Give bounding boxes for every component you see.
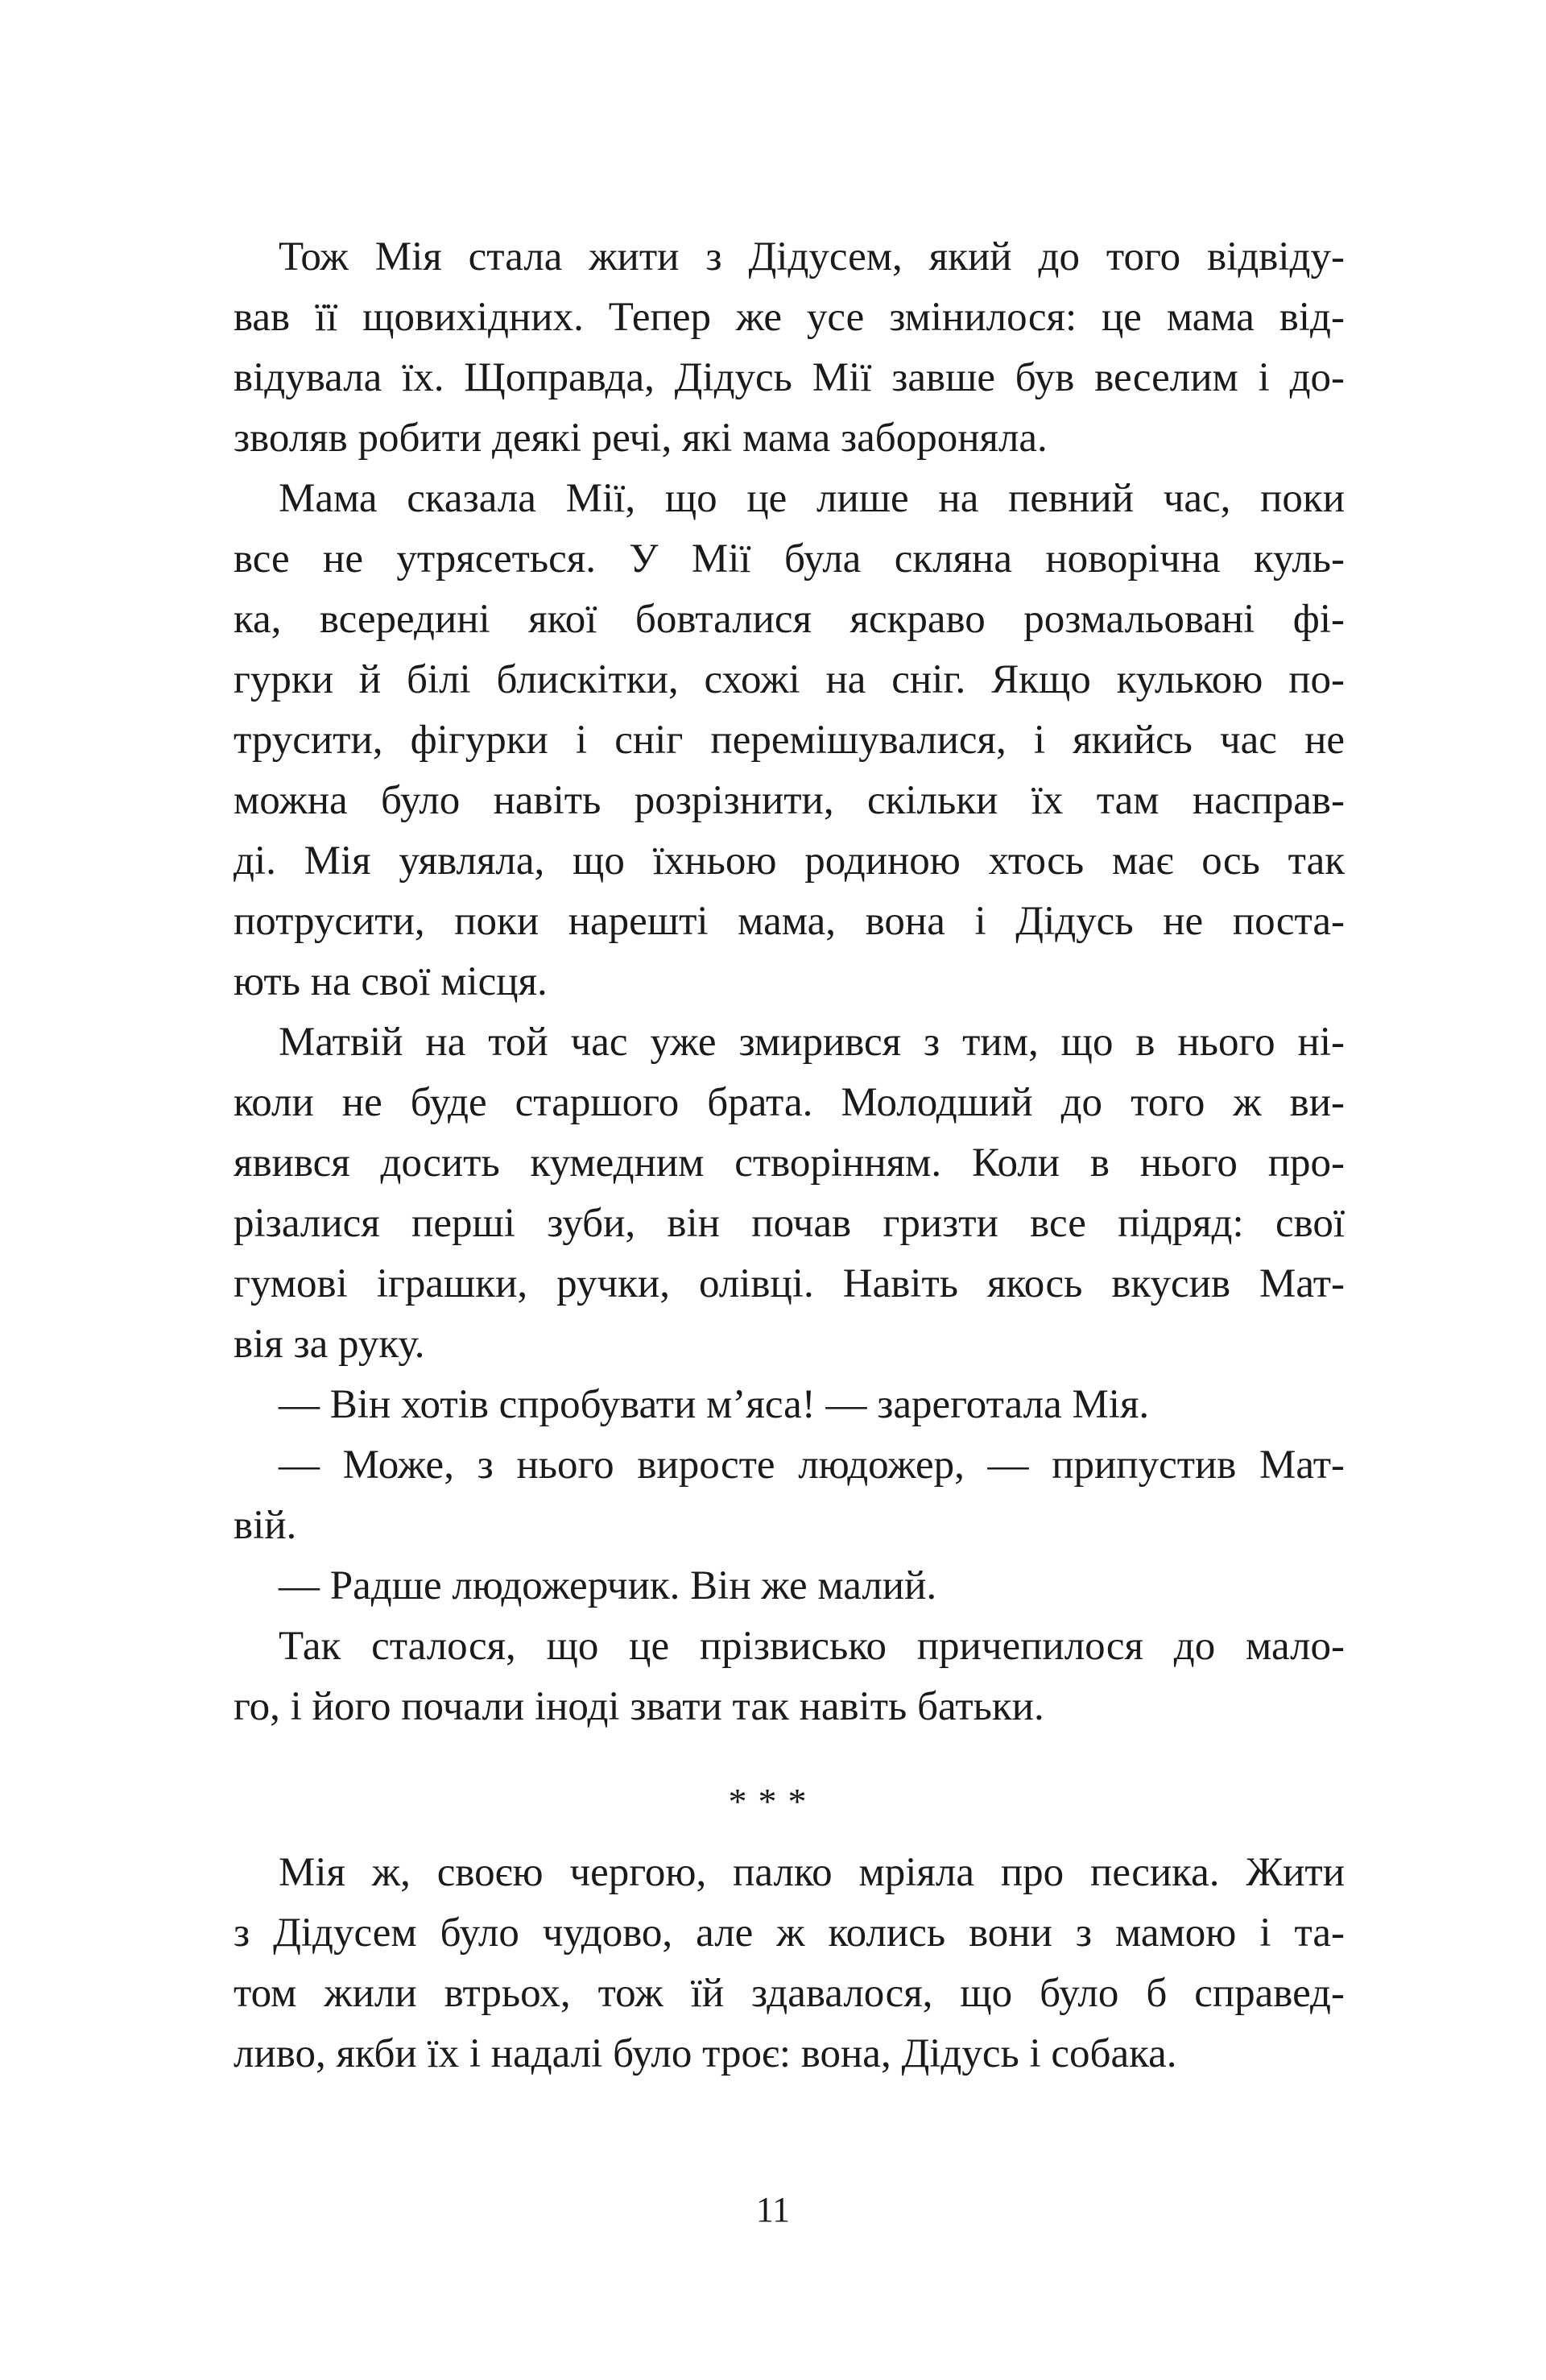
- text-line: коли не буде старшого брата. Молодший до того ж ви-: [234, 1080, 1345, 1125]
- text-line: відувала їх. Щоправда, Дідусь Мії завше був веселим і до-: [234, 355, 1345, 400]
- text-section-2: [234, 1843, 1345, 2084]
- text-line: — Може, з нього виросте людожер, — припустив Мат-: [279, 1442, 1345, 1488]
- text-line: вія за руку.: [234, 1322, 425, 1367]
- text-line: Матвій на той час уже змирився з тим, що в нього ні-: [279, 1020, 1345, 1065]
- text-line: явився досить кумедним створінням. Коли в нього про-: [234, 1140, 1345, 1186]
- text-line: все не утрясеться. У Мії була скляна новорічна куль-: [234, 536, 1345, 582]
- text-line: ді. Мія уявляла, що їхньою родиною хтось має ось так: [234, 838, 1345, 884]
- paragraph: [234, 227, 1345, 469]
- text-line: вав її щовихідних. Тепер же усе змінилося: це мама від-: [234, 295, 1345, 340]
- text-line: ють на свої місця.: [234, 959, 548, 1004]
- text-line: зволяв робити деякі речі, які мама забороняла.: [234, 416, 1048, 461]
- text-line: — Радше людожерчик. Він же малий.: [279, 1563, 937, 1608]
- paragraph: [234, 1375, 1345, 1435]
- page-number: 11: [755, 2190, 791, 2229]
- text-line: трусити, фігурки і сніг перемішувалися, і якийсь час не: [234, 718, 1345, 763]
- paragraph: [234, 1435, 1345, 1556]
- text-line: ливо, якби їх і надалі було троє: вона, Дідусь і собака.: [234, 2031, 1177, 2076]
- text-line: ка, всередині якої бовталися яскраво розмальовані фі-: [234, 597, 1345, 642]
- section-separator: ***: [728, 1781, 818, 1822]
- paragraph: [234, 1556, 1345, 1616]
- text-line: го, і його почали іноді звати так навіть батьки.: [234, 1684, 1044, 1729]
- text-line: з Дідусем було чудово, але ж колись вони з мамою і та-: [234, 1910, 1345, 1956]
- text-line: гурки й білі блискітки, схожі на сніг. Якщо кулькою по-: [234, 657, 1345, 702]
- text-line: різалися перші зуби, він почав гризти все підряд: свої: [234, 1201, 1345, 1246]
- paragraph: [234, 1012, 1345, 1375]
- text-line: Мама сказала Мії, що це лише на певний час, поки: [279, 476, 1345, 521]
- text-section-1: [234, 227, 1345, 1737]
- text-line: потрусити, поки нарешті мама, вона і Дідусь не поста-: [234, 899, 1345, 944]
- text-line: гумові іграшки, ручки, олівці. Навіть якось вкусив Мат-: [234, 1261, 1345, 1306]
- text-line: Мія ж, своєю чергою, палко мріяла про песика. Жити: [279, 1850, 1345, 1895]
- paragraph: [234, 1616, 1345, 1737]
- paragraph: [234, 469, 1345, 1012]
- text-line: — Він хотів спробувати м’яса! — зареготала Мія.: [279, 1382, 1150, 1427]
- text-line: можна було навіть розрізнити, скільки їх там насправ-: [234, 778, 1345, 823]
- text-line: вій.: [234, 1503, 297, 1548]
- text-line: Так сталося, що це прізвисько причепилося до мало-: [279, 1624, 1345, 1669]
- paragraph: [234, 1843, 1345, 2084]
- text-line: Тож Мія стала жити з Дідусем, який до того відвіду-: [279, 234, 1345, 279]
- text-line: том жили втрьох, тож їй здавалося, що було б справед-: [234, 1971, 1345, 2016]
